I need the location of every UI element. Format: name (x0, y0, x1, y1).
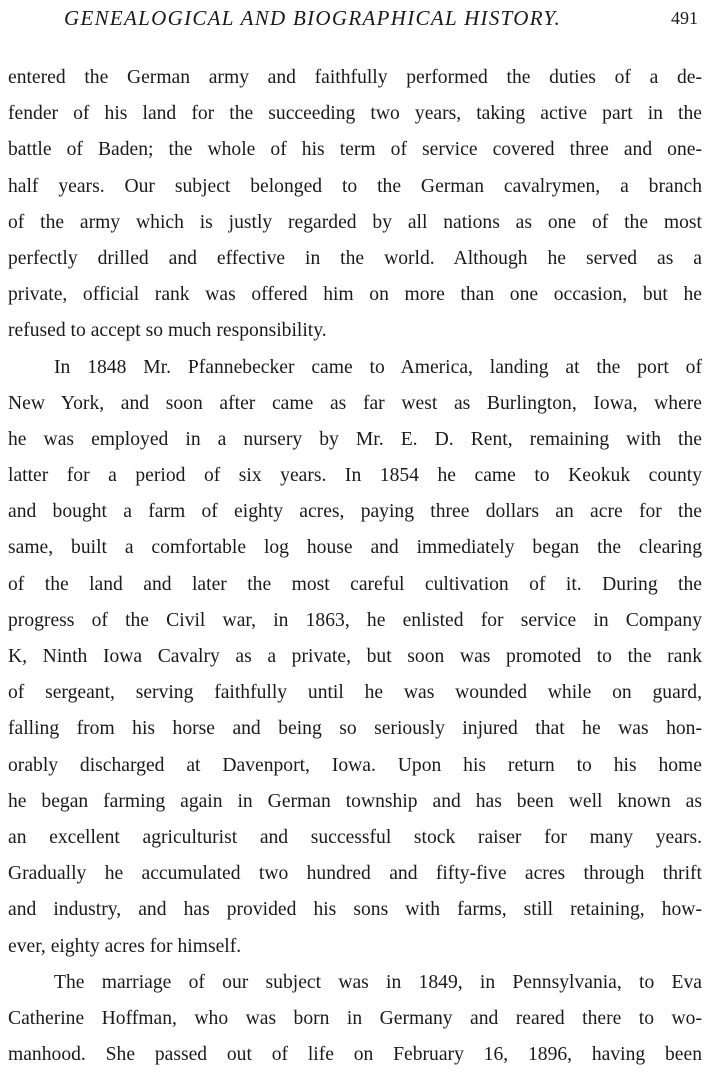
text-line: he began farming again in German township and has been well known as (8, 790, 702, 812)
text-line: falling from his horse and being so seriously injured that he was hon- (8, 718, 702, 740)
text-line: New York, and soon after came as far west as Burlington, Iowa, where (8, 392, 702, 414)
text-line: and bought a farm of eighty acres, paying three dollars an acre for the (8, 501, 702, 523)
text-line: latter for a period of six years. In 1854 he came to Keokuk county (8, 465, 702, 487)
text-line: of the land and later the most careful cultivation of it. During the (8, 573, 702, 595)
text-line: entered the German army and faithfully performed the duties of a de- (8, 67, 702, 88)
text-line: fender of his land for the succeeding two years, taking active part in the (8, 103, 702, 125)
text-line: In 1848 Mr. Pfannebecker came to America, landing at the port of (54, 356, 702, 378)
page-number: 491 (671, 8, 698, 28)
text-line: manhood. She passed out of life on February 16, 1896, having been (8, 1044, 702, 1066)
text-line: orably discharged at Davenport, Iowa. Upon his return to his home (8, 754, 702, 776)
paragraph-2 (8, 350, 702, 965)
text-line: same, built a comfortable log house and immediately began the clearing (8, 537, 702, 559)
text-line: ever, eighty acres for himself. (8, 935, 242, 957)
text-line: battle of Baden; the whole of his term of service covered three and one- (8, 139, 702, 161)
running-title: GENEALOGICAL AND BIOGRAPHICAL HISTORY. (64, 6, 562, 30)
text-line: K, Ninth Iowa Cavalry as a private, but soon was promoted to the rank (8, 646, 702, 667)
text-line: of sergeant, serving faithfully until he was wounded while on guard, (8, 682, 702, 704)
text-line: Gradually he accumulated two hundred and fifty-five acres through thrift (8, 863, 702, 885)
text-line: Catherine Hoffman, who was born in Germany and reared there to wo- (8, 1007, 702, 1029)
paragraph-3 (8, 965, 702, 1074)
text-line: private, official rank was offered him on more than one occasion, but he (8, 284, 702, 306)
text-line: refused to accept so much responsibility. (8, 320, 327, 342)
text-line: of the army which is justly regarded by all nations as one of the most (8, 211, 702, 233)
text-line: and industry, and has provided his sons with farms, still retaining, how- (8, 899, 702, 921)
text-line: an excellent agriculturist and successful stock raiser for many years. (8, 826, 702, 848)
text-line: he was employed in a nursery by Mr. E. D. Rent, remaining with the (8, 428, 702, 450)
paragraph-1 (8, 60, 702, 350)
text-line: half years. Our subject belonged to the German cavalrymen, a branch (8, 175, 702, 197)
text-line: progress of the Civil war, in 1863, he enlisted for service in Company (8, 609, 702, 631)
running-head (0, 4, 710, 34)
text-line: The marriage of our subject was in 1849, in Pennsylvania, to Eva (54, 971, 702, 993)
body-text (8, 60, 702, 1073)
text-line: perfectly drilled and effective in the world. Although he served as a (8, 247, 702, 269)
